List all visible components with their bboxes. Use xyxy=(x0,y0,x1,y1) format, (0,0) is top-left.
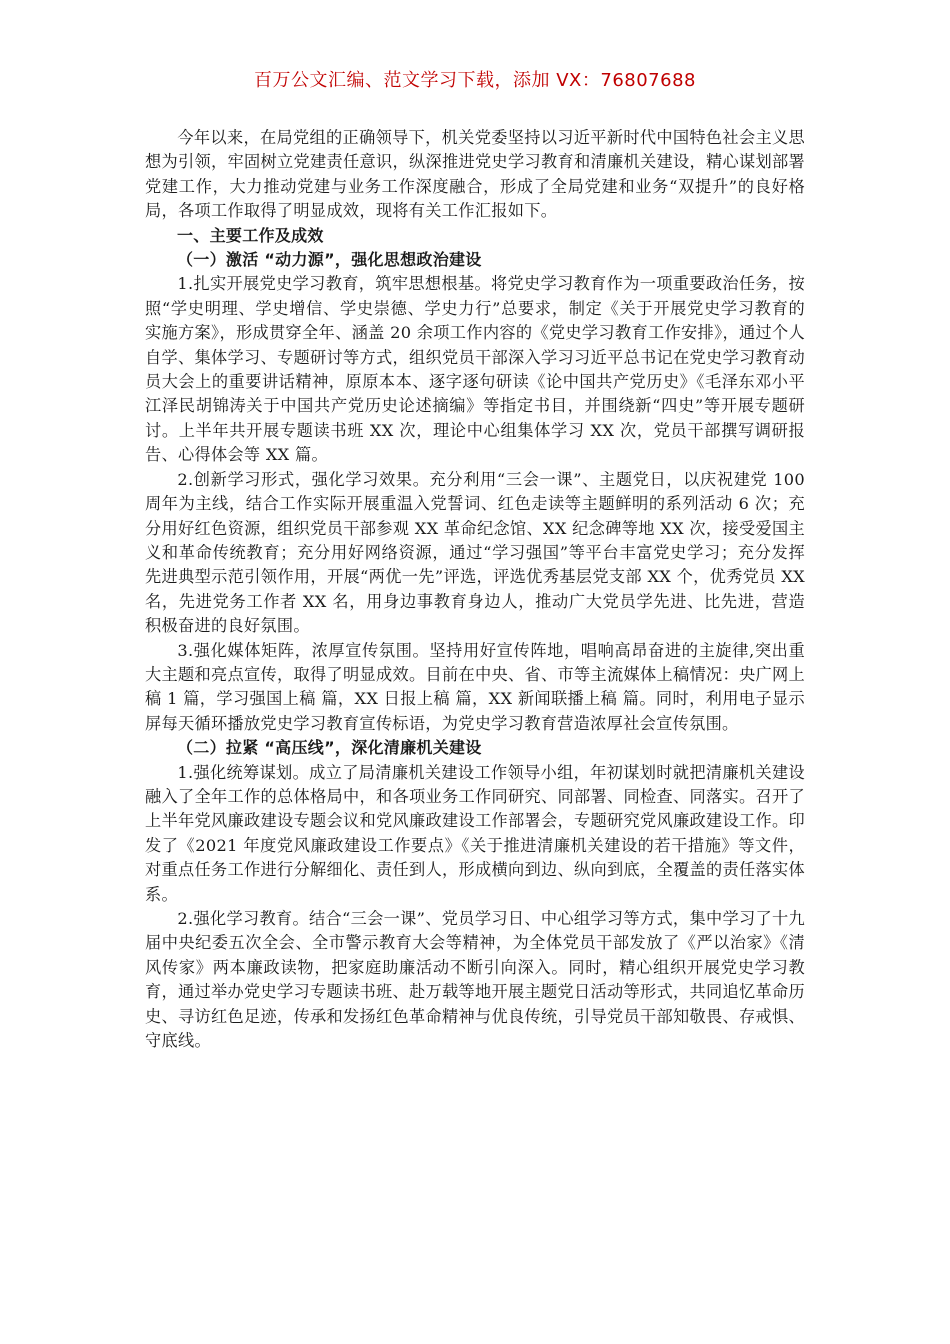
paragraph: 2.强化学习教育。结合“三会一课”、党员学习日、中心组学习等方式，集中学习了十九届中央纪委五次全会、全市警示教育大会等精神，为全体党员干部发放了《严以治家》《清风传家》两本廉政读物，把家庭助廉活动不断引向深入。同时，精心组织开展党史学习教育，通过举办党史学习专题读书班、赴万载等地开展主题党日活动等形式，共同追忆革命历史、寻访红色足迹，传承和发扬红色革命精神与优良传统，引导党员干部知敬畏、存戒惧、守底线。 xyxy=(145,909,805,1051)
subsection-heading-2: （二）拉紧 “高压线”，深化清廉机关建设 xyxy=(177,738,482,758)
paragraph: 3.强化媒体矩阵，浓厚宣传氛围。坚持用好宣传阵地，唱响高昂奋进的主旋律,突出重大主题和亮点宣传，取得了明显成效。目前在中央、省、市等主流媒体上稿情况：央广网上稿 1 篇，学习强国上稿 篇，XX 日报上稿 篇，XX 新闻联播上稿 篇。同时，利用电子显示屏每天循环播放党史学习教育宣传标语，为党史学习教育营造浓厚社会宣传氛围。 xyxy=(145,640,805,733)
subsection-heading-1: （一）激活 “动力源”，强化思想政治建设 xyxy=(177,250,482,270)
paragraph: 1.强化统筹谋划。成立了局清廉机关建设工作领导小组，年初谋划时就把清廉机关建设融入了全年工作的总体格局中，和各项业务工作同研究、同部署、同检查、同落实。召开了上半年党风廉政建设专题会议和党风廉政建设工作部署会，专题研究党风廉政建设工作。印发了《2021 年度党风廉政建设工作要点》《关于推进清廉机关建设的若干措施》等文件，对重点任务工作进行分解细化、责任到人，形成横向到边、纵向到底，全覆盖的责任落实体系。 xyxy=(145,762,805,904)
intro-paragraph: 今年以来，在局党组的正确领导下，机关党委坚持以习近平新时代中国特色社会主义思想为引领，牢固树立党建责任意识，纵深推进党史学习教育和清廉机关建设，精心谋划部署党建工作，大力推动党建与业务工作深度融合，形成了全局党建和业务“双提升”的良好格局，各项工作取得了明显成效，现将有关工作汇报如下。 xyxy=(145,128,805,221)
paragraph: 2.创新学习形式，强化学习效果。充分利用“三会一课”、主题党日，以庆祝建党 100 周年为主线，结合工作实际开展重温入党誓词、红色走读等主题鲜明的系列活动 6 次；充分用好红色资源，组织党员干部参观 XX 革命纪念馆、XX 纪念碑等地 XX 次，接受爱国主义和革命传统教育；充分用好网络资源，通过“学习强国”等平台丰富党史学习；充分发挥先进典型示范引领作用，开展“两优一先”评选，评选优秀基层党支部 XX 个，优秀党员 XX 名，先进党务工作者 XX 名，用身边事教育身边人，推动广大党员学先进、比先进，营造积极奋进的良好氛围。 xyxy=(145,469,805,636)
paragraph: 1.扎实开展党史学习教育，筑牢思想根基。将党史学习教育作为一项重要政治任务，按照“学史明理、学史增信、学史崇德、学史力行”总要求，制定《关于开展党史学习教育的实施方案》，形成贯穿全年、涵盖 20 余项工作内容的《党史学习教育工作安排》，通过个人自学、集体学习、专题研讨等方式，组织党员干部深入学习习近平总书记在党史学习教育动员大会上的重要讲话精神，原原本本、逐字逐句研读《论中国共产党历史》《毛泽东邓小平江泽民胡锦涛关于中国共产党历史论述摘编》等指定书目，并围绕新“四史”等开展专题研讨。上半年共开展专题读书班 XX 次，理论中心组集体学习 XX 次，党员干部撰写调研报告、心得体会等 XX 篇。 xyxy=(145,274,805,465)
header-banner: 百万公文汇编、范文学习下载，添加 VX：76807688 xyxy=(254,70,696,91)
document-body xyxy=(145,126,805,1053)
section-heading: 一、主要工作及成效 xyxy=(177,225,324,245)
